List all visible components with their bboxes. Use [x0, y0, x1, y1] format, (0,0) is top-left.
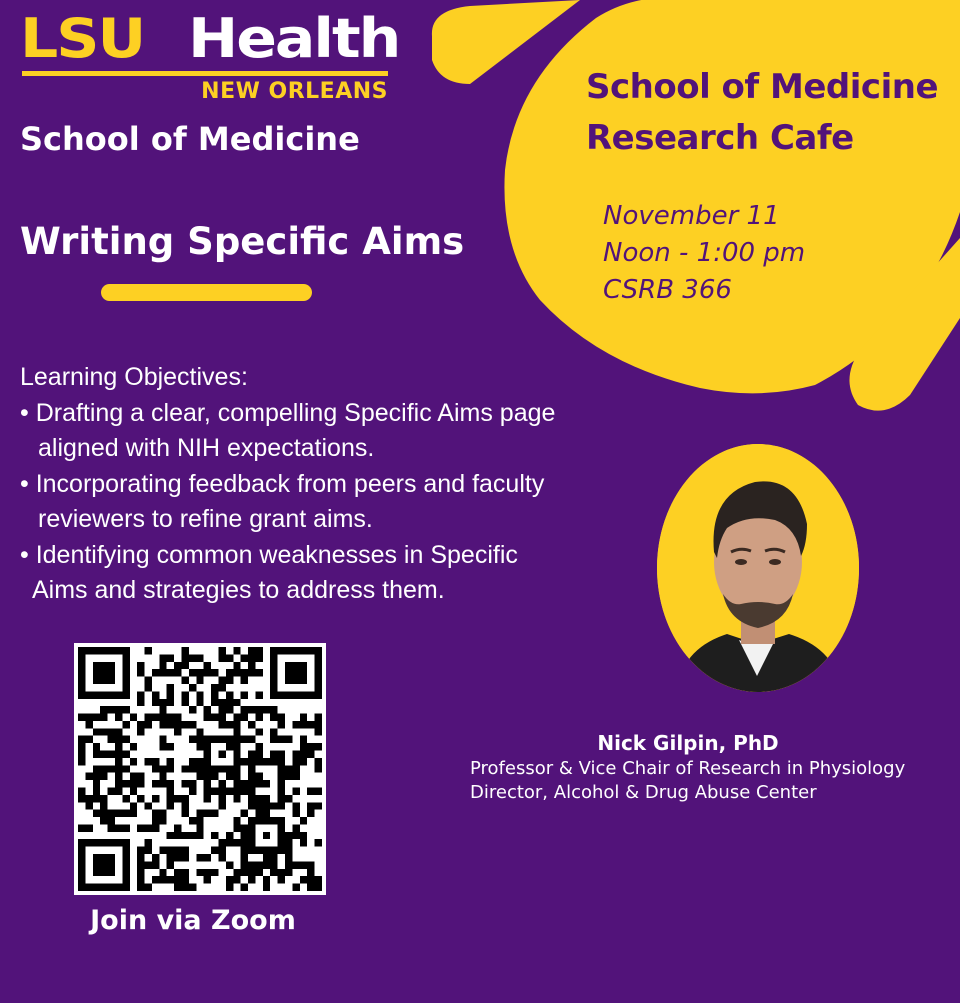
logo-divider [22, 71, 388, 76]
zoom-join-label: Join via Zoom [90, 905, 296, 936]
speaker-photo [657, 444, 859, 692]
speaker-portrait-icon [657, 444, 859, 692]
speaker-titles [470, 757, 960, 805]
speaker-title-line-1: Professor & Vice Chair of Research in Physiology [470, 758, 906, 779]
objective-item: • Identifying common weaknesses in Specific [20, 540, 518, 569]
qr-code-icon [78, 647, 322, 891]
zoom-qr-code[interactable] [74, 643, 326, 895]
speaker-title-line-2: Director, Alcohol & Drug Abuse Center [470, 782, 817, 803]
objective-item: • Drafting a clear, compelling Specific Aims page [20, 398, 556, 427]
logo-subtitle: NEW ORLEANS [201, 79, 388, 104]
objective-item: • Incorporating feedback from peers and faculty [20, 469, 545, 498]
talk-title: Writing Specific Aims [20, 220, 465, 263]
cafe-title-line-2: Research Cafe [586, 118, 854, 158]
event-date: November 11 [603, 201, 780, 231]
speaker-name: Nick Gilpin, PhD [597, 731, 779, 755]
learning-objectives [20, 360, 640, 609]
objective-item-continued: aligned with NIH expectations. [38, 434, 375, 462]
title-underline [101, 284, 312, 301]
lsu-logo-wordmark: LSU [20, 7, 145, 71]
objective-item-continued: Aims and strategies to address them. [32, 576, 445, 604]
event-time: Noon - 1:00 pm [603, 238, 806, 268]
cafe-title [586, 62, 946, 164]
cafe-title-line-1: School of Medicine [586, 67, 939, 107]
objectives-heading: Learning Objectives: [20, 363, 248, 391]
health-logo-wordmark: Health [188, 7, 400, 71]
school-name: School of Medicine [20, 120, 360, 158]
objective-item-continued: reviewers to refine grant aims. [38, 505, 373, 533]
event-details [603, 198, 923, 309]
event-location: CSRB 366 [603, 275, 732, 305]
